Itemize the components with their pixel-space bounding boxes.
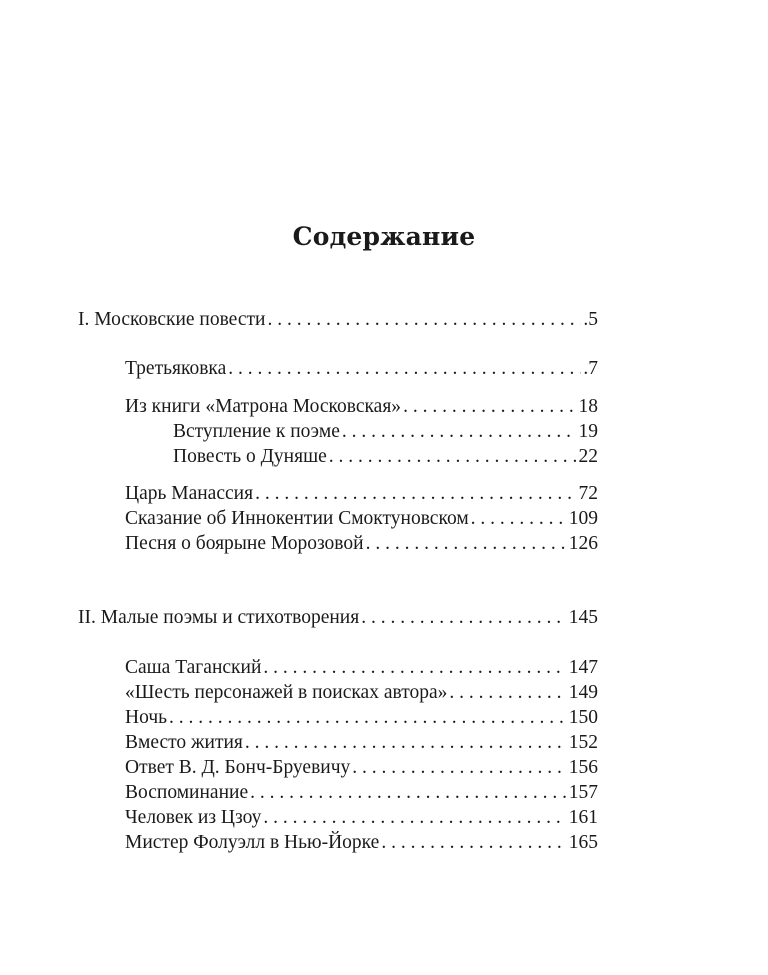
dot-leader [403,394,576,419]
toc-page-number: 147 [568,657,598,678]
toc-entry[interactable] [125,394,598,419]
toc-page-number: 22 [578,446,598,467]
toc-entry-label: Вступление к поэме [173,421,340,442]
dot-leader [449,680,566,705]
toc-entry-label: Царь Манассия [125,483,254,504]
toc-entry[interactable] [125,531,598,556]
toc-entry[interactable] [125,356,598,381]
toc-entry-label: Воспоминание [125,782,249,803]
toc-page-number: 165 [568,832,598,853]
toc-page-number: 149 [568,682,598,703]
toc-page-number: .7 [583,358,598,379]
toc-entry[interactable] [125,780,598,805]
dot-leader [342,419,577,444]
toc-entry[interactable] [125,680,598,705]
toc-entry-label: Песня о боярыне Морозовой [125,533,364,554]
toc-section-label: II. Малые поэмы и стихотворения [78,607,360,628]
dot-leader [366,531,567,556]
toc-page-number: 19 [578,421,598,442]
toc-page-number: 126 [568,533,598,554]
toc-page-number: 150 [568,707,598,728]
toc-page-number: 157 [568,782,598,803]
toc-section-2[interactable] [78,605,598,630]
toc-page-number: 161 [568,807,598,828]
dot-leader [169,705,567,730]
toc-entry[interactable] [125,755,598,780]
dot-leader [352,755,566,780]
toc-subentry[interactable] [173,419,598,444]
toc-entry-label: «Шесть персонажей в поисках автора» [125,682,448,703]
toc-entry[interactable] [125,655,598,680]
dot-leader [361,605,567,630]
toc-entry-label: Третьяковка [125,358,227,379]
toc-entry-label: Ответ В. Д. Бонч-Бруевичу [125,757,351,778]
dot-leader [267,307,581,332]
toc-page-number: 145 [568,607,598,628]
toc-entry-label: Саша Таганский [125,657,262,678]
toc-entry[interactable] [125,506,598,531]
dot-leader [381,830,566,855]
toc-page-number: .5 [583,309,598,330]
toc-section-label: I. Московские повести [78,309,266,330]
toc-entry[interactable] [125,481,598,506]
dot-leader [263,655,566,680]
toc-entry-label: Сказание об Иннокентии Смоктуновском [125,508,469,529]
toc-entry-label: Повесть о Дуняше [173,446,327,467]
dot-leader [228,356,581,381]
toc-entry-label: Вместо жития [125,732,243,753]
dot-leader [245,730,567,755]
toc-section-1[interactable] [78,307,598,332]
toc-entry-label: Ночь [125,707,168,728]
toc-page-number: 109 [568,508,598,529]
toc-page-number: 152 [568,732,598,753]
toc-entry[interactable] [125,805,598,830]
toc-entry-label: Из книги «Матрона Московская» [125,396,402,417]
dot-leader [255,481,576,506]
toc-subentry[interactable] [173,444,598,469]
toc-page-number: 156 [568,757,598,778]
toc-page-number: 72 [578,483,598,504]
toc-entry[interactable] [125,830,598,855]
dot-leader [263,805,566,830]
toc-entry-label: Человек из Цзоу [125,807,262,828]
toc-page-number: 18 [578,396,598,417]
toc-entry-label: Мистер Фолуэлл в Нью-Йорке [125,832,380,853]
dot-leader [329,444,577,469]
toc-entry[interactable] [125,705,598,730]
toc-entry[interactable] [125,730,598,755]
page-title: Содержание [292,222,476,251]
dot-leader [250,780,567,805]
dot-leader [471,506,567,531]
